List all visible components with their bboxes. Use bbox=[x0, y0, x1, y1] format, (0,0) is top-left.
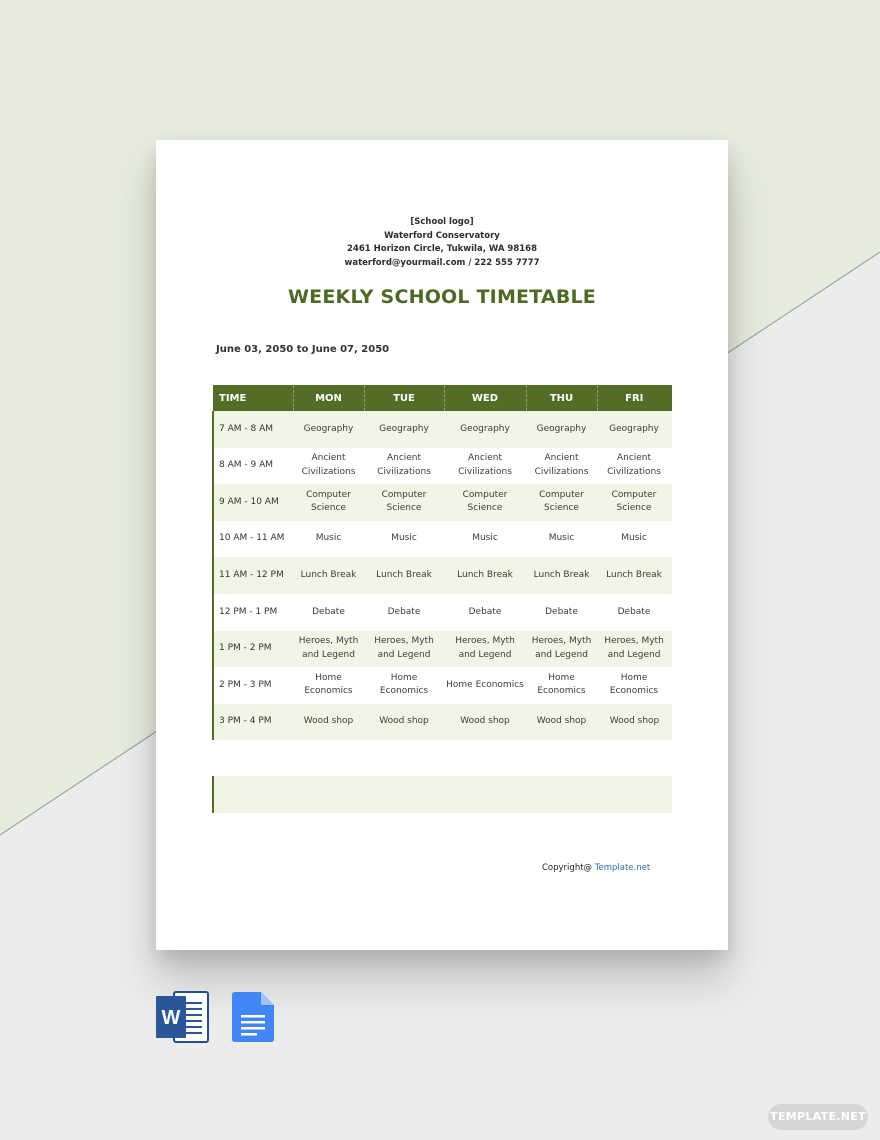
time-cell: 11 AM - 12 PM bbox=[213, 557, 293, 594]
subject-cell: Wood shop bbox=[526, 704, 597, 741]
subject-cell: Ancient Civilizations bbox=[534, 453, 589, 477]
subject-cell: Debate bbox=[545, 606, 578, 617]
school-name: Waterford Conservatory bbox=[384, 230, 500, 241]
subject-cell: Music bbox=[472, 533, 498, 544]
subject-cell: Wood shop bbox=[293, 704, 364, 741]
subject-cell: Music bbox=[548, 533, 575, 544]
copyright-prefix: Copyright@ bbox=[542, 863, 595, 873]
page-title: WEEKLY SCHOOL TIMETABLE bbox=[288, 286, 596, 308]
time-cell: 9 AM - 10 AM bbox=[213, 484, 293, 521]
table-row bbox=[213, 411, 672, 448]
subject-cell: Computer Science bbox=[444, 484, 526, 521]
blank-cell bbox=[213, 776, 293, 813]
subject-cell: Home Economics bbox=[446, 679, 524, 690]
subject-cell: Ancient Civilizations bbox=[458, 453, 512, 477]
date-range: June 03, 2050 to June 07, 2050 bbox=[216, 344, 390, 355]
svg-text:W: W bbox=[161, 1007, 181, 1029]
subject-cell: Music bbox=[315, 533, 342, 544]
subject-cell: Debate bbox=[617, 606, 651, 617]
time-cell: 8 AM - 9 AM bbox=[213, 448, 293, 485]
subject-cell: Ancient Civilizations bbox=[377, 453, 431, 477]
subject-cell: Debate bbox=[312, 606, 345, 617]
time-cell: 7 AM - 8 AM bbox=[213, 411, 293, 448]
table-row bbox=[213, 667, 672, 704]
word-icon[interactable] bbox=[156, 990, 210, 1044]
time-cell: 10 AM - 11 AM bbox=[213, 521, 293, 558]
timetable-header-row bbox=[213, 385, 672, 411]
watermark-badge: TEMPLATE.NET bbox=[768, 1104, 868, 1130]
subject-cell: Lunch Break bbox=[444, 557, 526, 594]
subject-cell: Lunch Break bbox=[526, 557, 597, 594]
subject-cell: Heroes, Myth and Legend bbox=[364, 631, 444, 668]
time-cell: 1 PM - 2 PM bbox=[213, 631, 293, 668]
blank-cell bbox=[364, 776, 444, 813]
subject-cell: Home Economics bbox=[304, 672, 353, 697]
subject-cell: Geography bbox=[444, 411, 526, 448]
subject-cell: Debate bbox=[387, 606, 421, 617]
subject-cell: Geography bbox=[364, 411, 444, 448]
table-row bbox=[213, 521, 672, 558]
header-time: TIME bbox=[213, 385, 293, 411]
header-fri: FRI bbox=[597, 385, 672, 411]
subject-cell: Wood shop bbox=[597, 704, 672, 741]
blank-cell bbox=[444, 776, 526, 813]
subject-cell: Geography bbox=[526, 411, 597, 448]
table-row bbox=[213, 484, 672, 521]
table-row bbox=[213, 448, 672, 485]
subject-cell: Heroes, Myth and Legend bbox=[293, 631, 364, 668]
subject-cell: Home Economics bbox=[537, 672, 586, 697]
subject-cell: Computer Science bbox=[293, 484, 364, 521]
timetable bbox=[212, 385, 673, 813]
subject-cell: Home Economics bbox=[379, 672, 429, 697]
header-thu: THU bbox=[526, 385, 597, 411]
document-page bbox=[156, 140, 728, 950]
subject-cell: Lunch Break bbox=[293, 557, 364, 594]
subject-cell: Wood shop bbox=[364, 704, 444, 741]
blank-cell bbox=[526, 776, 597, 813]
subject-cell: Computer Science bbox=[364, 484, 444, 521]
school-logo-placeholder: [School logo] bbox=[410, 217, 474, 227]
subject-cell: Heroes, Myth and Legend bbox=[444, 631, 526, 668]
time-cell: 2 PM - 3 PM bbox=[213, 667, 293, 704]
table-row bbox=[213, 631, 672, 668]
header-wed: WED bbox=[444, 385, 526, 411]
subject-cell: Ancient Civilizations bbox=[607, 453, 661, 477]
subject-cell: Lunch Break bbox=[597, 557, 672, 594]
time-cell: 3 PM - 4 PM bbox=[213, 704, 293, 741]
blank-cell bbox=[293, 776, 364, 813]
subject-cell: Home Economics bbox=[609, 672, 659, 697]
table-spacer-row bbox=[213, 740, 672, 776]
subject-cell: Computer Science bbox=[597, 484, 672, 521]
subject-cell: Heroes, Myth and Legend bbox=[597, 631, 672, 668]
subject-cell: Computer Science bbox=[526, 484, 597, 521]
school-address: 2461 Horizon Circle, Tukwila, WA 98168 bbox=[347, 244, 537, 255]
subject-cell: Music bbox=[621, 533, 647, 544]
subject-cell: Lunch Break bbox=[364, 557, 444, 594]
header-tue: TUE bbox=[364, 385, 444, 411]
subject-cell: Music bbox=[391, 533, 417, 544]
subject-cell: Geography bbox=[293, 411, 364, 448]
time-cell: 12 PM - 1 PM bbox=[213, 594, 293, 631]
header-mon: MON bbox=[293, 385, 364, 411]
table-row bbox=[213, 704, 672, 741]
table-blank-row bbox=[213, 776, 672, 813]
table-row bbox=[213, 594, 672, 631]
school-contact: waterford@yourmail.com / 222 555 7777 bbox=[344, 258, 540, 269]
subject-cell: Ancient Civilizations bbox=[301, 453, 356, 477]
subject-cell: Wood shop bbox=[444, 704, 526, 741]
copyright-link[interactable]: Template.net bbox=[594, 863, 651, 873]
blank-cell bbox=[597, 776, 672, 813]
table-row bbox=[213, 557, 672, 594]
subject-cell: Debate bbox=[468, 606, 502, 617]
subject-cell: Geography bbox=[597, 411, 672, 448]
subject-cell: Heroes, Myth and Legend bbox=[526, 631, 597, 668]
google-docs-icon[interactable] bbox=[232, 992, 274, 1042]
copyright bbox=[542, 863, 650, 873]
school-header bbox=[156, 216, 728, 271]
